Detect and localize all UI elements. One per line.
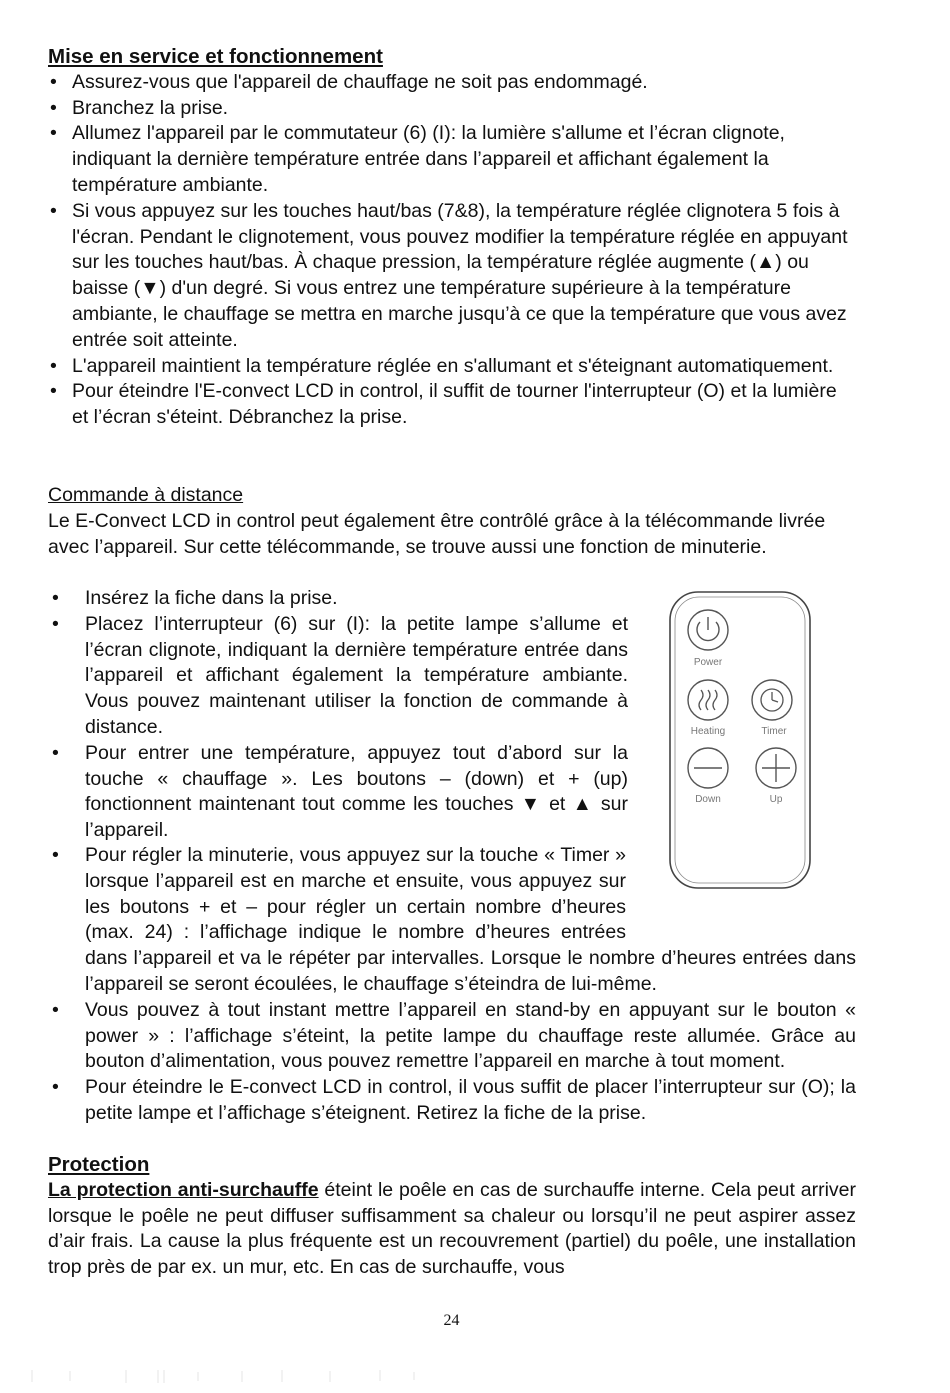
list-item: • Pour éteindre l'E-convect LCD in control, il suffit de tourner l'interrupteur (O) et la lumière et l’écran s'éteint. Débranchez la prise. — [48, 379, 848, 431]
section-protection — [48, 1152, 856, 1281]
remote-list-narrow — [48, 586, 628, 844]
list-item: • Pour éteindre le E-convect LCD in control, il vous suffit de placer l’interrupteur sur (O); la petite lampe et l’affichage s’éteignent. Retirez la fiche de la prise. — [48, 1075, 856, 1127]
protection-paragraph — [48, 1178, 856, 1281]
remote-label-down: Down — [695, 794, 721, 805]
protection-text: éteint le poêle en cas de surchauffe interne. Cela peut arriver lorsque le poêle ne peut diffuser suffisamment sa chaleur ou lorsqu’il ne peut aspirer assez d’air frais. La cause la plus fréquente est un recouvrement (partiel) du poêle, une installation trop près de par ex. un mur, etc. En cas de surchauffe, vous — [48, 1178, 857, 1279]
list-item: • Allumez l'appareil par le commutateur (6) (I): la lumière s'allume et l’écran clignote, indiquant la dernière température entrée dans l’appareil et affichant également la température ambiante. — [48, 121, 848, 198]
remote-label-power: Power — [693, 657, 723, 668]
page-number: 24 — [443, 1312, 460, 1329]
section-title: Mise en service et fonctionnement — [48, 45, 383, 68]
timer-text: Pour régler la minuterie, vous appuyez sur la touche « Timer » lorsque l’appareil est en marche et ensuite, vous appuyez sur les boutons + et – pour régler un certain nombre d’heures (max. 24) : l’affichage indique le nombre d’heures entrées dans l’appareil et va le répéter par intervalles. Lorsque le nombre d’heures entrées dans l’appareil se seront écoulées, le chauffage s’éteindra de lui-même. — [85, 844, 856, 995]
remote-control-illustration — [668, 590, 812, 890]
list-item: • Pour entrer une température, appuyez tout d’abord sur la touche « chauffage ». Les boutons – (down) et + (up) fonctionnent maintenant tout comme les touches ▼ et ▲ sur l’appareil. — [48, 741, 628, 844]
section-title: Protection — [48, 1153, 150, 1176]
remote-label-timer: Timer — [761, 726, 787, 737]
list-item: • Insérez la fiche dans la prise. — [48, 586, 628, 612]
section-subtitle: Commande à distance — [48, 484, 244, 506]
list-item: • L'appareil maintient la température réglée en s'allumant et s'éteignant automatiquement. — [48, 354, 848, 380]
operation-list — [48, 70, 848, 431]
list-item: • Assurez-vous que l'appareil de chauffage ne soit pas endommagé. — [48, 70, 848, 96]
list-item: • Placez l’interrupteur (6) sur (I): la petite lampe s’allume et l’écran clignote, indiquant la dernière température entrée dans l’appareil et affichant également la température ambiante. Vous pouvez maintenant utiliser la fonction de commande à distance. — [48, 612, 628, 741]
scan-artifact — [30, 1368, 450, 1384]
protection-lead: La protection anti-surchauffe — [48, 1178, 319, 1201]
remote-label-heating: Heating — [690, 726, 726, 737]
list-item: • Branchez la prise. — [48, 96, 848, 122]
plus-icon — [756, 748, 796, 788]
list-item: • Vous pouvez à tout instant mettre l’appareil en stand-by en appuyant sur le bouton « power » : l’affichage s’éteint, la petite lampe du chauffage reste allumée. Grâce au bouton d’alimentation, vous pouvez remettre l’appareil en marche à tout moment. — [48, 998, 856, 1075]
section-remote — [48, 483, 838, 560]
remote-label-up: Up — [769, 794, 783, 805]
section-operation — [48, 44, 848, 431]
list-item: • Si vous appuyez sur les touches haut/bas (7&8), la température réglée clignotera 5 fois à l'écran. Pendant le clignotement, vous pouvez modifier la température réglée en appuyant sur les touches haut/bas. À chaque pression, la température réglée augmente (▲) ou baisse (▼) d'un degré. Si vous entrez une température supérieure à la température ambiante, le chauffage se mettra en marche jusqu’à ce que la température que vous avez entrée soit atteinte. — [48, 199, 848, 354]
remote-intro: Le E-Convect LCD in control peut également être contrôlé grâce à la télécommande livrée avec l’appareil. Sur cette télécommande, se trouve aussi une fonction de minuterie. — [48, 509, 826, 558]
